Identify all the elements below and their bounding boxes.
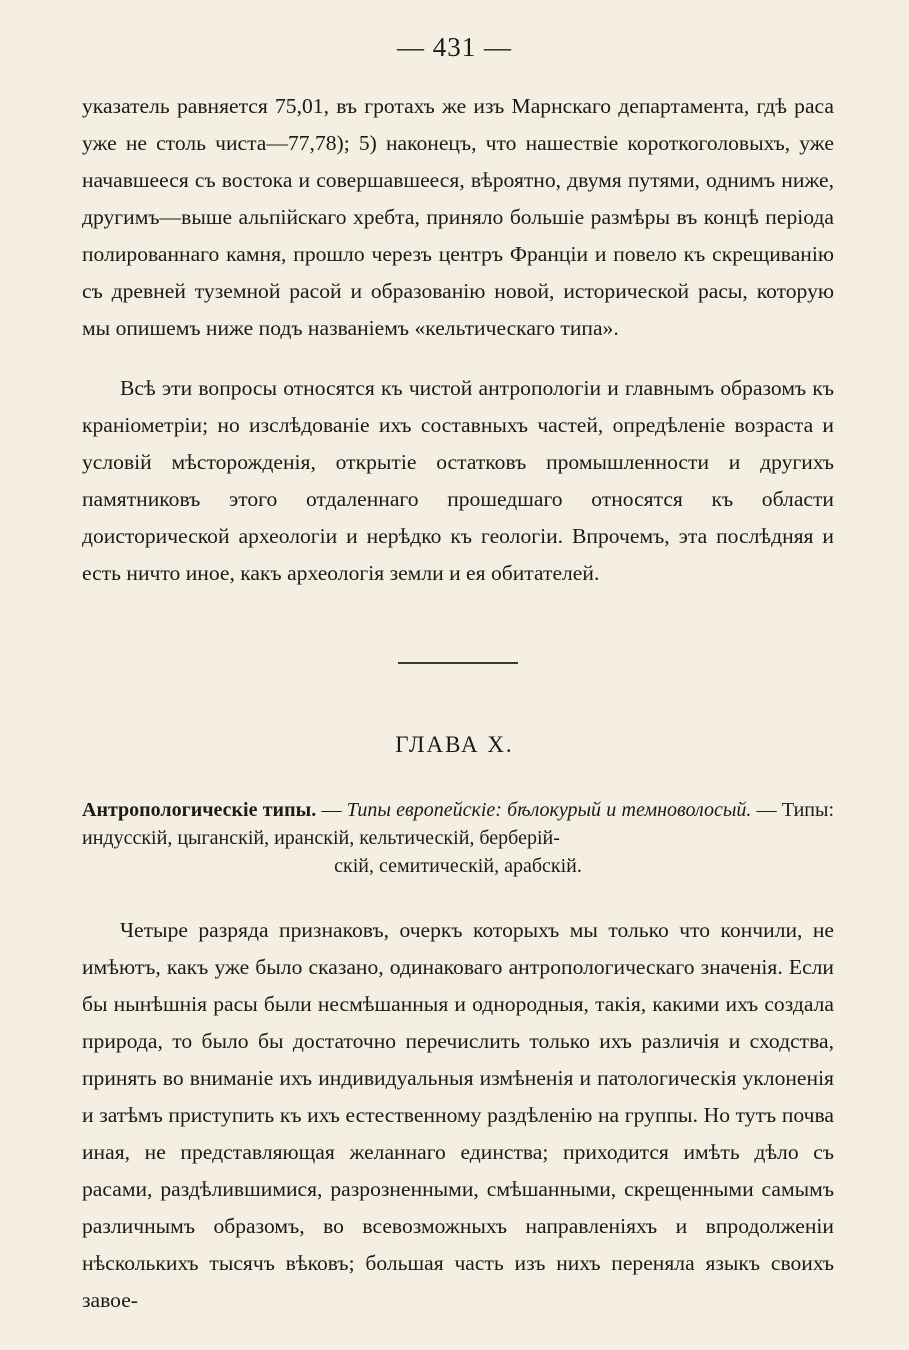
summary-italic: Типы европейскіе: бѣлокурый и темноволосый. [346, 799, 752, 821]
section-divider [398, 662, 518, 664]
summary-types: — Типы: индусскій, цыганскій, иранскій, кельтическій, берберій- [82, 799, 834, 849]
paragraph: Всѣ эти вопросы относятся къ чистой антропологіи и главнымъ образомъ къ краніометріи; но изслѣдованіе ихъ составныхъ частей, опредѣленіе возраста и условій мѣсторожденія, открытіе остатковъ промышленности и другихъ памятниковъ этого отдаленнаго прошедшаго относятся къ области доисторической археологіи и нерѣдко къ геологіи. Впрочемъ, эта послѣдняя и есть ничто иное, какъ археологія земли и ея обитателей. [82, 376, 834, 585]
page-number: — 431 — [397, 32, 512, 62]
summary-lead: Антропологическіе типы. [82, 799, 317, 821]
paragraph-continued: указатель равняется 75,01, въ гротахъ же изъ Марнскаго департамента, гдѣ раса уже не столь чиста—77,78); 5) наконецъ, что нашествіе короткоголовыхъ, уже начавшееся съ востока и совершавшееся, вѣроятно, двумя путями, однимъ ниже, другимъ—выше альпійскаго хребта, приняло большіе размѣры въ концѣ періода полированнаго камня, прошло черезъ центръ Франціи и повело къ скрещиванію съ древней туземной расой и образованію новой, исторической расы, которую мы опишемъ ниже подъ названіемъ «кельтическаго типа». [82, 94, 834, 340]
summary-last-line: скій, семитическій, арабскій. [334, 855, 582, 877]
text-block-main [82, 912, 834, 1319]
summary-dash: — [316, 799, 347, 821]
paragraph-main: Четыре разряда признаковъ, очеркъ которыхъ мы только что кончили, не имѣютъ, какъ уже было сказано, одинаковаго антропологическаго значенія. Если бы нынѣшнія расы были несмѣшанныя и однородныя, такія, какими ихъ создала природа, то было бы достаточно перечислить только ихъ различія и сходства, принять во вниманіе ихъ индивидуальныя измѣненія и патологическія уклоненія и затѣмъ приступить къ ихъ естественному раздѣленію на группы. Но тутъ почва иная, не представляющая желаннаго единства; приходится имѣть дѣло съ расами, раздѣлившимися, разрозненными, смѣшанными, скрещенными самымъ различнымъ образомъ, во всевозможныхъ направленіяхъ и впродолженіи нѣсколькихъ тысячъ вѣковъ; большая часть изъ нихъ переняла языкъ своихъ завое- [82, 918, 834, 1312]
chapter-title: ГЛАВА X. [395, 732, 514, 757]
text-block-top [82, 88, 834, 347]
chapter-summary [82, 796, 834, 880]
text-block-second [82, 370, 834, 592]
